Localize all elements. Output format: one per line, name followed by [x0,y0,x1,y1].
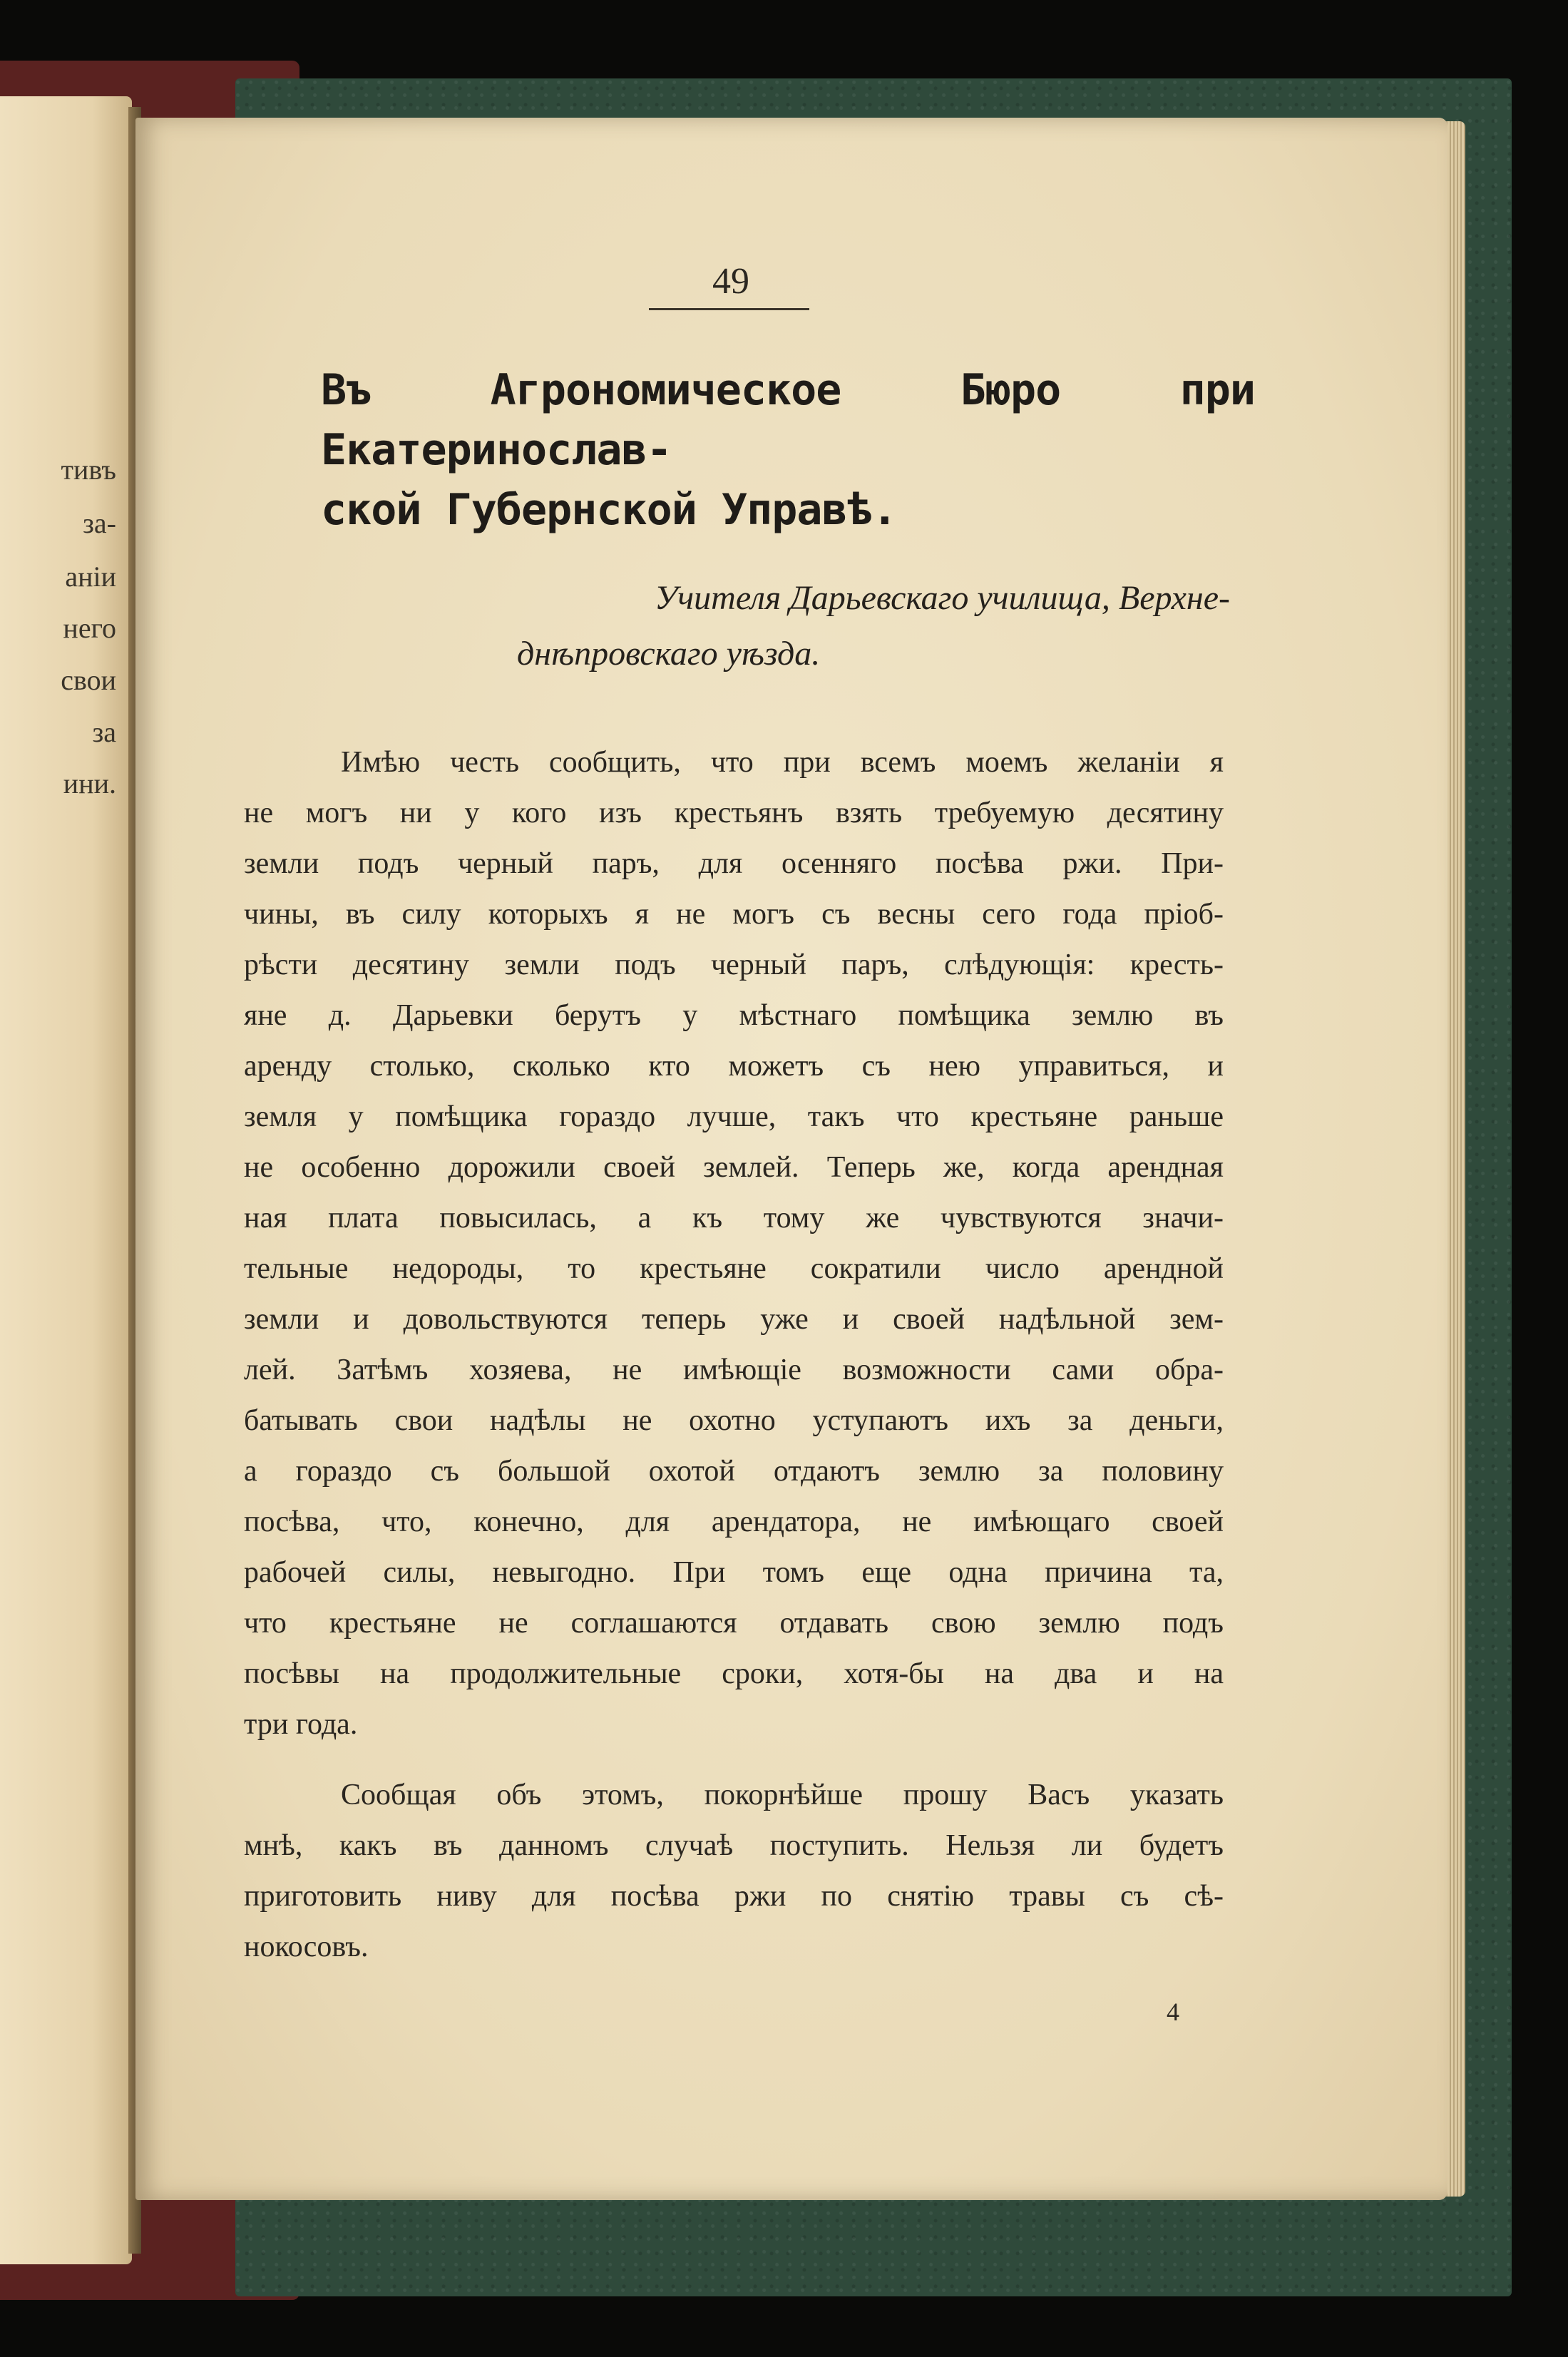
left-page-fragment: за [92,716,116,748]
body-line: что крестьяне не соглашаются отдавать свою землю подъ [244,1607,1224,1640]
body-line: три года. [244,1708,358,1741]
body-line: а гораздо съ большой охотой отдаютъ землю за половину [244,1455,1224,1488]
body-line: не могъ ни у кого изъ крестьянъ взять требуемую десятину [244,797,1224,829]
page-number: 49 [712,261,749,302]
left-page-fragment: ини. [63,767,116,799]
body-line: не особенно дорожили своей землей. Теперь же, когда арендная [244,1151,1224,1184]
body-line: тельные недороды, то крестьяне сократили число арендной [244,1252,1224,1285]
body-line: земли и довольствуются теперь уже и своей надѣльной зем- [244,1303,1224,1336]
attribution-line-1: Учителя Дарьевскаго училища, Верхне- [654,579,1230,617]
body-line: Имѣю честь сообщить, что при всемъ моемъ желанiи я [341,746,1224,779]
body-line: батывать свои надѣлы не охотно уступаютъ ихъ за деньги, [244,1404,1224,1437]
body-line: яне д. Дарьевки берутъ у мѣстнаго помѣщика землю въ [244,999,1224,1032]
left-page-fragment: свои [61,664,116,696]
body-line: рѣсти десятину земли подъ черный паръ, слѣдующiя: кресть- [244,949,1224,981]
body-line: ная плата повысилась, а къ тому же чувствуются значи- [244,1202,1224,1234]
attribution-line-2: днѣпровскаго уѣзда. [517,635,821,673]
body-line: земля у помѣщика гораздо лучше, такъ что крестьяне раньше [244,1100,1224,1133]
page-number-rule [649,308,809,310]
body-line: приготовить ниву для посѣва ржи по снятiю травы съ сѣ- [244,1880,1224,1913]
body-line: мнѣ, какъ въ данномъ случаѣ поступить. Нельзя ли будетъ [244,1829,1224,1862]
left-page-fragment: за- [83,507,116,539]
body-line: лей. Затѣмъ хозяева, не имѣющiе возможности сами обра- [244,1354,1224,1386]
signature-mark: 4 [1167,1998,1179,2026]
previous-page [0,96,132,2264]
heading-line-2: ской Губернской Управѣ. [321,485,897,535]
body-line: нокосовъ. [244,1931,369,1963]
body-line: Сообщая объ этомъ, покорнѣйше прошу Васъ указать [341,1779,1224,1811]
body-line: аренду столько, сколько кто можетъ съ нею управиться, и [244,1050,1224,1083]
left-page-fragment: анiи [65,561,116,593]
heading-line-1: Въ Агрономическое Бюро при Екатеринослав- [321,365,1255,475]
body-line: чины, въ силу которыхъ я не могъ съ весны сего года прiоб- [244,898,1224,931]
sender-attribution [517,571,1230,682]
body-line: земли подъ черный паръ, для осенняго посѣва ржи. При- [244,847,1224,880]
body-line: рабочей силы, невыгодно. При томъ еще одна причина та, [244,1556,1224,1589]
left-page-fragment: тивъ [61,454,116,486]
body-line: посѣва, что, конечно, для арендатора, не имѣющаго своей [244,1505,1224,1538]
letter-heading [321,360,1255,540]
body-line: посѣвы на продолжительные сроки, хотя-бы на два и на [244,1657,1224,1690]
left-page-fragment: него [63,612,116,644]
